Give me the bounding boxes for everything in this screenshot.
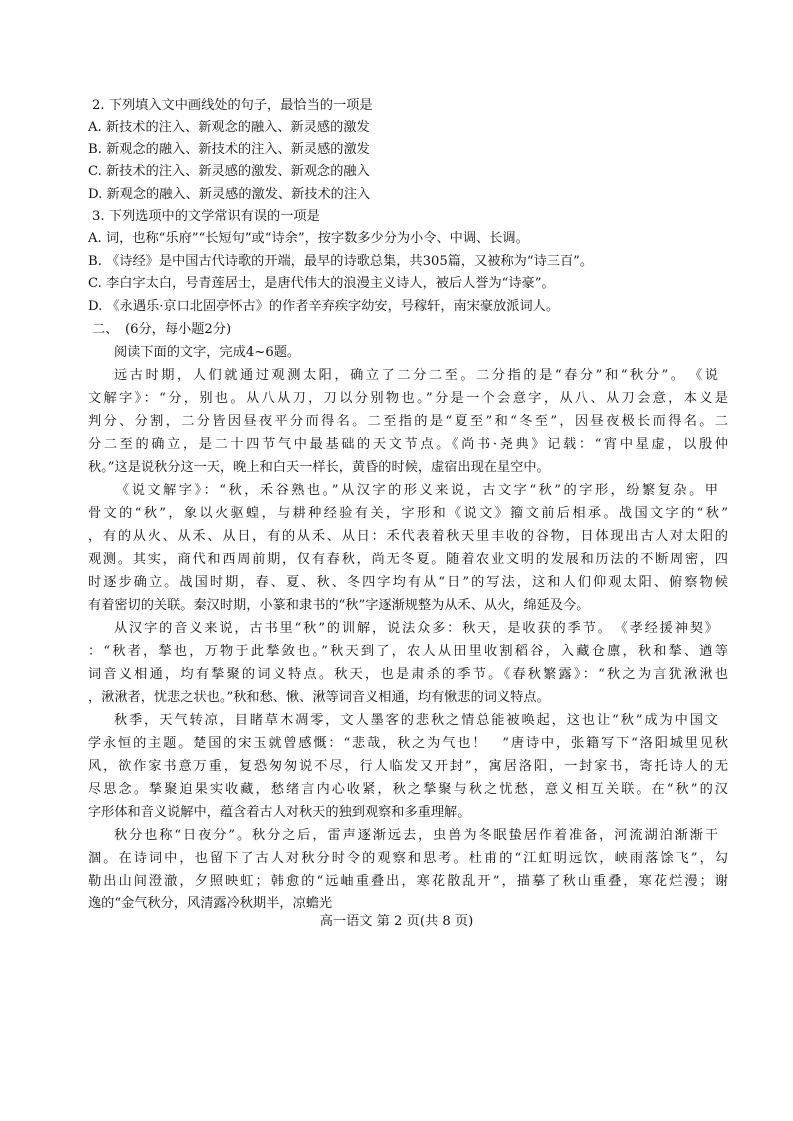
passage-line: 文解字》：“分，别也。从八从刀，刀以分别物也。”分是一个会意字，从八、从刀会意，本义是 [88, 391, 728, 406]
passage-line: 尽思念。揫聚迫果实收藏，愁绪言内心收紧，秋之揫聚与秋之忧愁，意义相互关联。在“秋”的汉 [88, 782, 728, 797]
question-3-option-a: A. 词，也称“乐府”“长短句”或“诗余”，按字数多少分为小令、中调、长调。 [88, 231, 529, 246]
passage-line: 分二至的确立，是二十四节气中最基础的天文节点。《尚书·尧典》记载：“宵中星虚，以殷仲 [88, 437, 728, 452]
passage-line: 远古时期，人们就通过观测太阳，确立了二分二至。二分指的是“春分”和“秋分”。 《说 [114, 368, 718, 383]
passage-line: 词音义相通，均有揫聚的词义特点。秋天，也是肃杀的季节。《春秋繁露》：“秋之为言犹湫湫也 [88, 667, 728, 682]
question-2-option-c: C. 新技术的注入、新灵感的激发、新观念的融入 [88, 164, 370, 179]
section-2-instruction: 阅读下面的文字，完成4~6题。 [114, 345, 301, 360]
question-2-option-b: B. 新观念的融入、新技术的注入、新灵感的激发 [88, 142, 370, 157]
passage-line: 时逐步确立。战国时期，春、夏、秋、冬四字均有从“日”的写法，这和人们仰观太阳、俯察物候 [88, 575, 728, 590]
passage-line: 《说文解字》：“秋，禾谷熟也。”从汉字的形义来说，古文字“秋”的字形，纷繁复杂。甲 [116, 483, 718, 498]
passage-line: 秋分也称“日夜分”。秋分之后，雷声逐渐远去，虫兽为冬眠蛰居作着准备，河流湖泊渐渐干 [114, 828, 718, 843]
passage-line: 骨文的“秋”，象以火驱蝗，与耕种经验有关，字形和《说文》籀文前后相承。战国文字的“秋” [88, 506, 728, 521]
passage-line: 观测。其实，商代和西周前期，仅有春秋，尚无冬夏。随着农业文明的发展和历法的不断周密，四 [88, 552, 728, 567]
passage-line: 学永恒的主题。楚国的宋玉就曾感慨：“悲哉，秋之为气也！ ”唐诗中，张籍写下“洛阳城里见秋 [88, 736, 728, 751]
question-2-stem: 2. 下列填入文中画线处的句子，最恰当的一项是 [92, 98, 373, 113]
passage-line: 从汉字的音义来说，古书里“秋”的训解，说法众多：秋天，是收获的季节。 《孝经援神契》 [114, 621, 718, 636]
question-2-option-a: A. 新技术的注入、新观念的融入、新灵感的激发 [88, 120, 370, 135]
passage-line: 逸的“金气秋分，风清露冷秋期半，凉蟾光 [88, 896, 333, 911]
question-3-stem: 3. 下列选项中的文学常识有误的一项是 [92, 209, 320, 224]
passage-line: 勒出山间澄澈，夕照映虹；韩愈的“远岫重叠出，寒花散乱开”，描摹了秋山重叠，寒花烂漫；谢 [88, 874, 728, 889]
passage-line: 判分、分割，二分皆因昼夜平分而得名。二至指的是“夏至”和“冬至”，因昼夜极长而得名。二 [88, 414, 728, 429]
passage-line: 秋季，天气转凉，目睹草木凋零，文人墨客的悲秋之情总能被唤起，这也让“秋”成为中国文 [114, 713, 718, 728]
passage-line: ，有的从火、从禾、从日，有的从禾、从日：禾代表着秋天里丰收的谷物，日体现出古人对太阳的 [88, 529, 728, 544]
passage-line: ，湫湫者，忧悲之状也。”秋和愁、愀、湫等词音义相通，均有愀悲的词义特点。 [88, 690, 550, 705]
question-3-option-d: D. 《永遇乐·京口北固亭怀古》的作者辛弃疾字幼安，号稼轩，南宋豪放派词人。 [88, 299, 560, 314]
passage-line: 风，欲作家书意万重，复恐匆匆说不尽，行人临发又开封”，寓居洛阳，一封家书，寄托诗人的无 [88, 759, 728, 774]
passage-line: 涸。在诗词中，也留下了古人对秋分时令的观察和思考。杜甫的“江虹明远饮，峡雨落馀飞”，勾 [88, 851, 728, 866]
passage-line: ：“秋者，揫也，万物于此揫敛也。”秋天到了，农人从田里收割稻谷，入藏仓廪，秋和揫、遒等 [88, 644, 728, 659]
passage-line: 字形体和音义说解中，蕴含着古人对秋天的独到观察和多重理解。 [88, 805, 471, 820]
passage-line: 秋。”这是说秋分这一天，晚上和白天一样长，黄昏的时候，虚宿出现在星空中。 [88, 460, 550, 475]
question-2-option-d: D. 新观念的融入、新灵感的激发、新技术的注入 [88, 187, 371, 202]
question-3-option-c: C. 李白字太白，号青莲居士，是唐代伟大的浪漫主义诗人，被后人誉为“诗豪”。 [88, 276, 555, 291]
passage-line: 有着密切的关联。秦汉时期，小篆和隶书的“秋”字逐渐规整为从禾、从火，绵延及今。 [88, 598, 590, 613]
page-footer: 高一语文 第 2 页(共 8 页) [319, 914, 474, 929]
question-3-option-b: B. 《诗经》是中国古代诗歌的开端，最早的诗歌总集，共305篇，又被称为“诗三百”。 [88, 254, 594, 269]
section-2-heading: 二、 (6分，每小题2分) [92, 322, 232, 337]
